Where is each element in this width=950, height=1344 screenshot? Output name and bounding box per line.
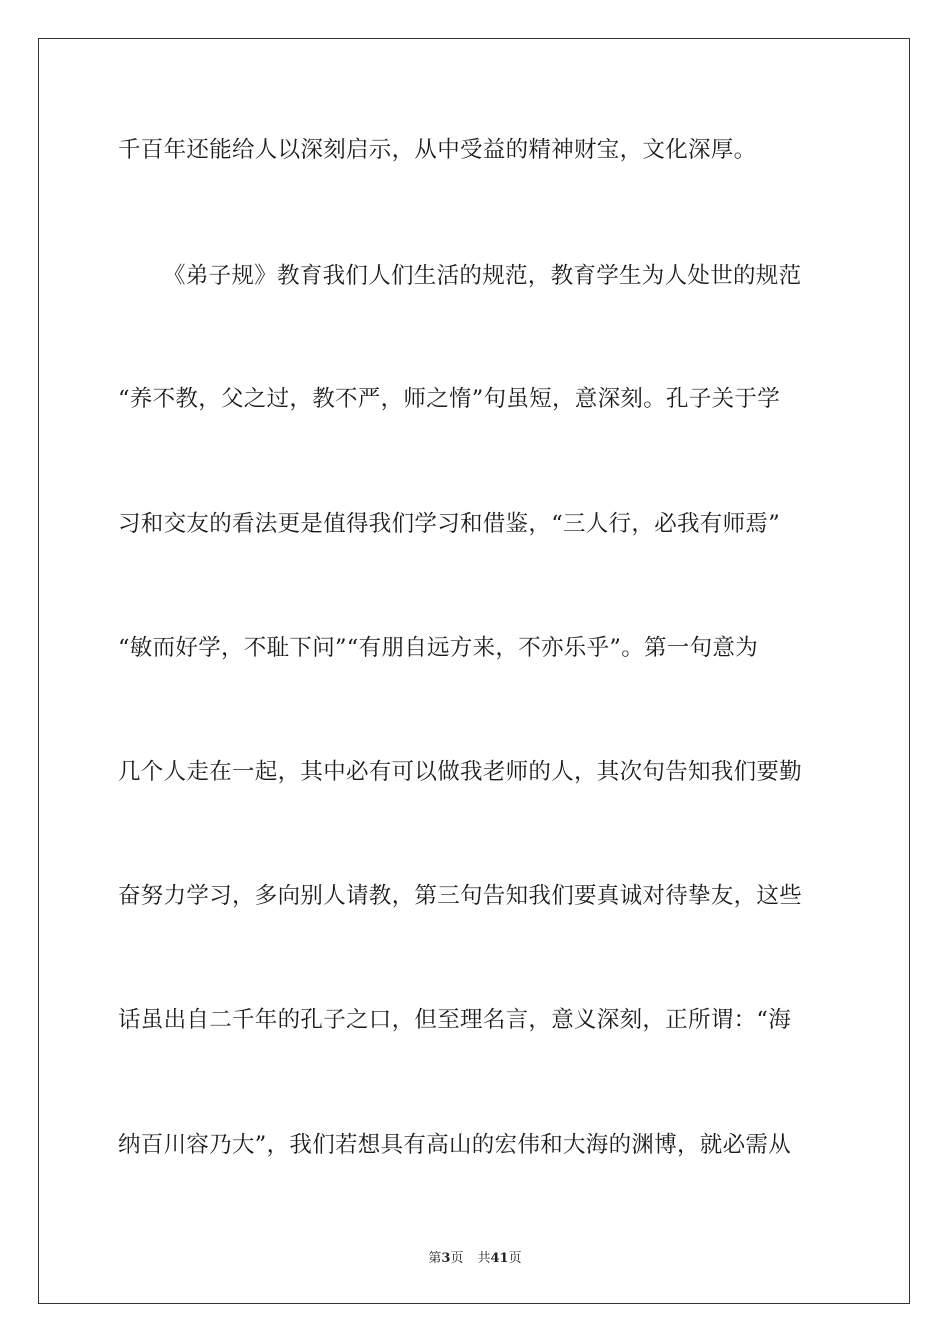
body-text-line: 千百年还能给人以深刻启示，从中受益的精神财宝，文化深厚。 — [118, 137, 757, 163]
page-suffix: 页 — [450, 1251, 464, 1266]
page-number: 3 — [441, 1251, 451, 1266]
page-footer — [0, 1247, 950, 1266]
total-prefix: 共 — [477, 1251, 491, 1266]
page-border — [38, 38, 910, 1304]
body-text-line: 习和交友的看法更是值得我们学习和借鉴，“三人行，必我有师焉” — [118, 511, 781, 537]
body-text-line: “养不教，父之过，教不严，师之惰”句虽短，意深刻。孔子关于学 — [118, 386, 781, 412]
body-text-line: 话虽出自二千年的孔子之口，但至理名言，意义深刻，正所谓：“海 — [118, 1007, 792, 1033]
total-pages: 41 — [490, 1251, 509, 1266]
body-text-line: 《弟子规》教育我们人们生活的规范，教育学生为人处世的规范 — [163, 263, 802, 289]
total-suffix: 页 — [508, 1251, 522, 1266]
body-text-line: 奋努力学习，多向别人请教，第三句告知我们要真诚对待挚友，这些 — [118, 883, 803, 909]
body-text-line: 纳百川容乃大”，我们若想具有高山的宏伟和大海的渊博，就必需从 — [118, 1132, 792, 1158]
body-text-line: “敏而好学，不耻下问”“有朋自远方来，不亦乐乎”。第一句意为 — [118, 635, 759, 661]
body-text-line: 几个人走在一起，其中必有可以做我老师的人，其次句告知我们要勤 — [118, 759, 803, 785]
page-prefix: 第 — [428, 1251, 442, 1266]
